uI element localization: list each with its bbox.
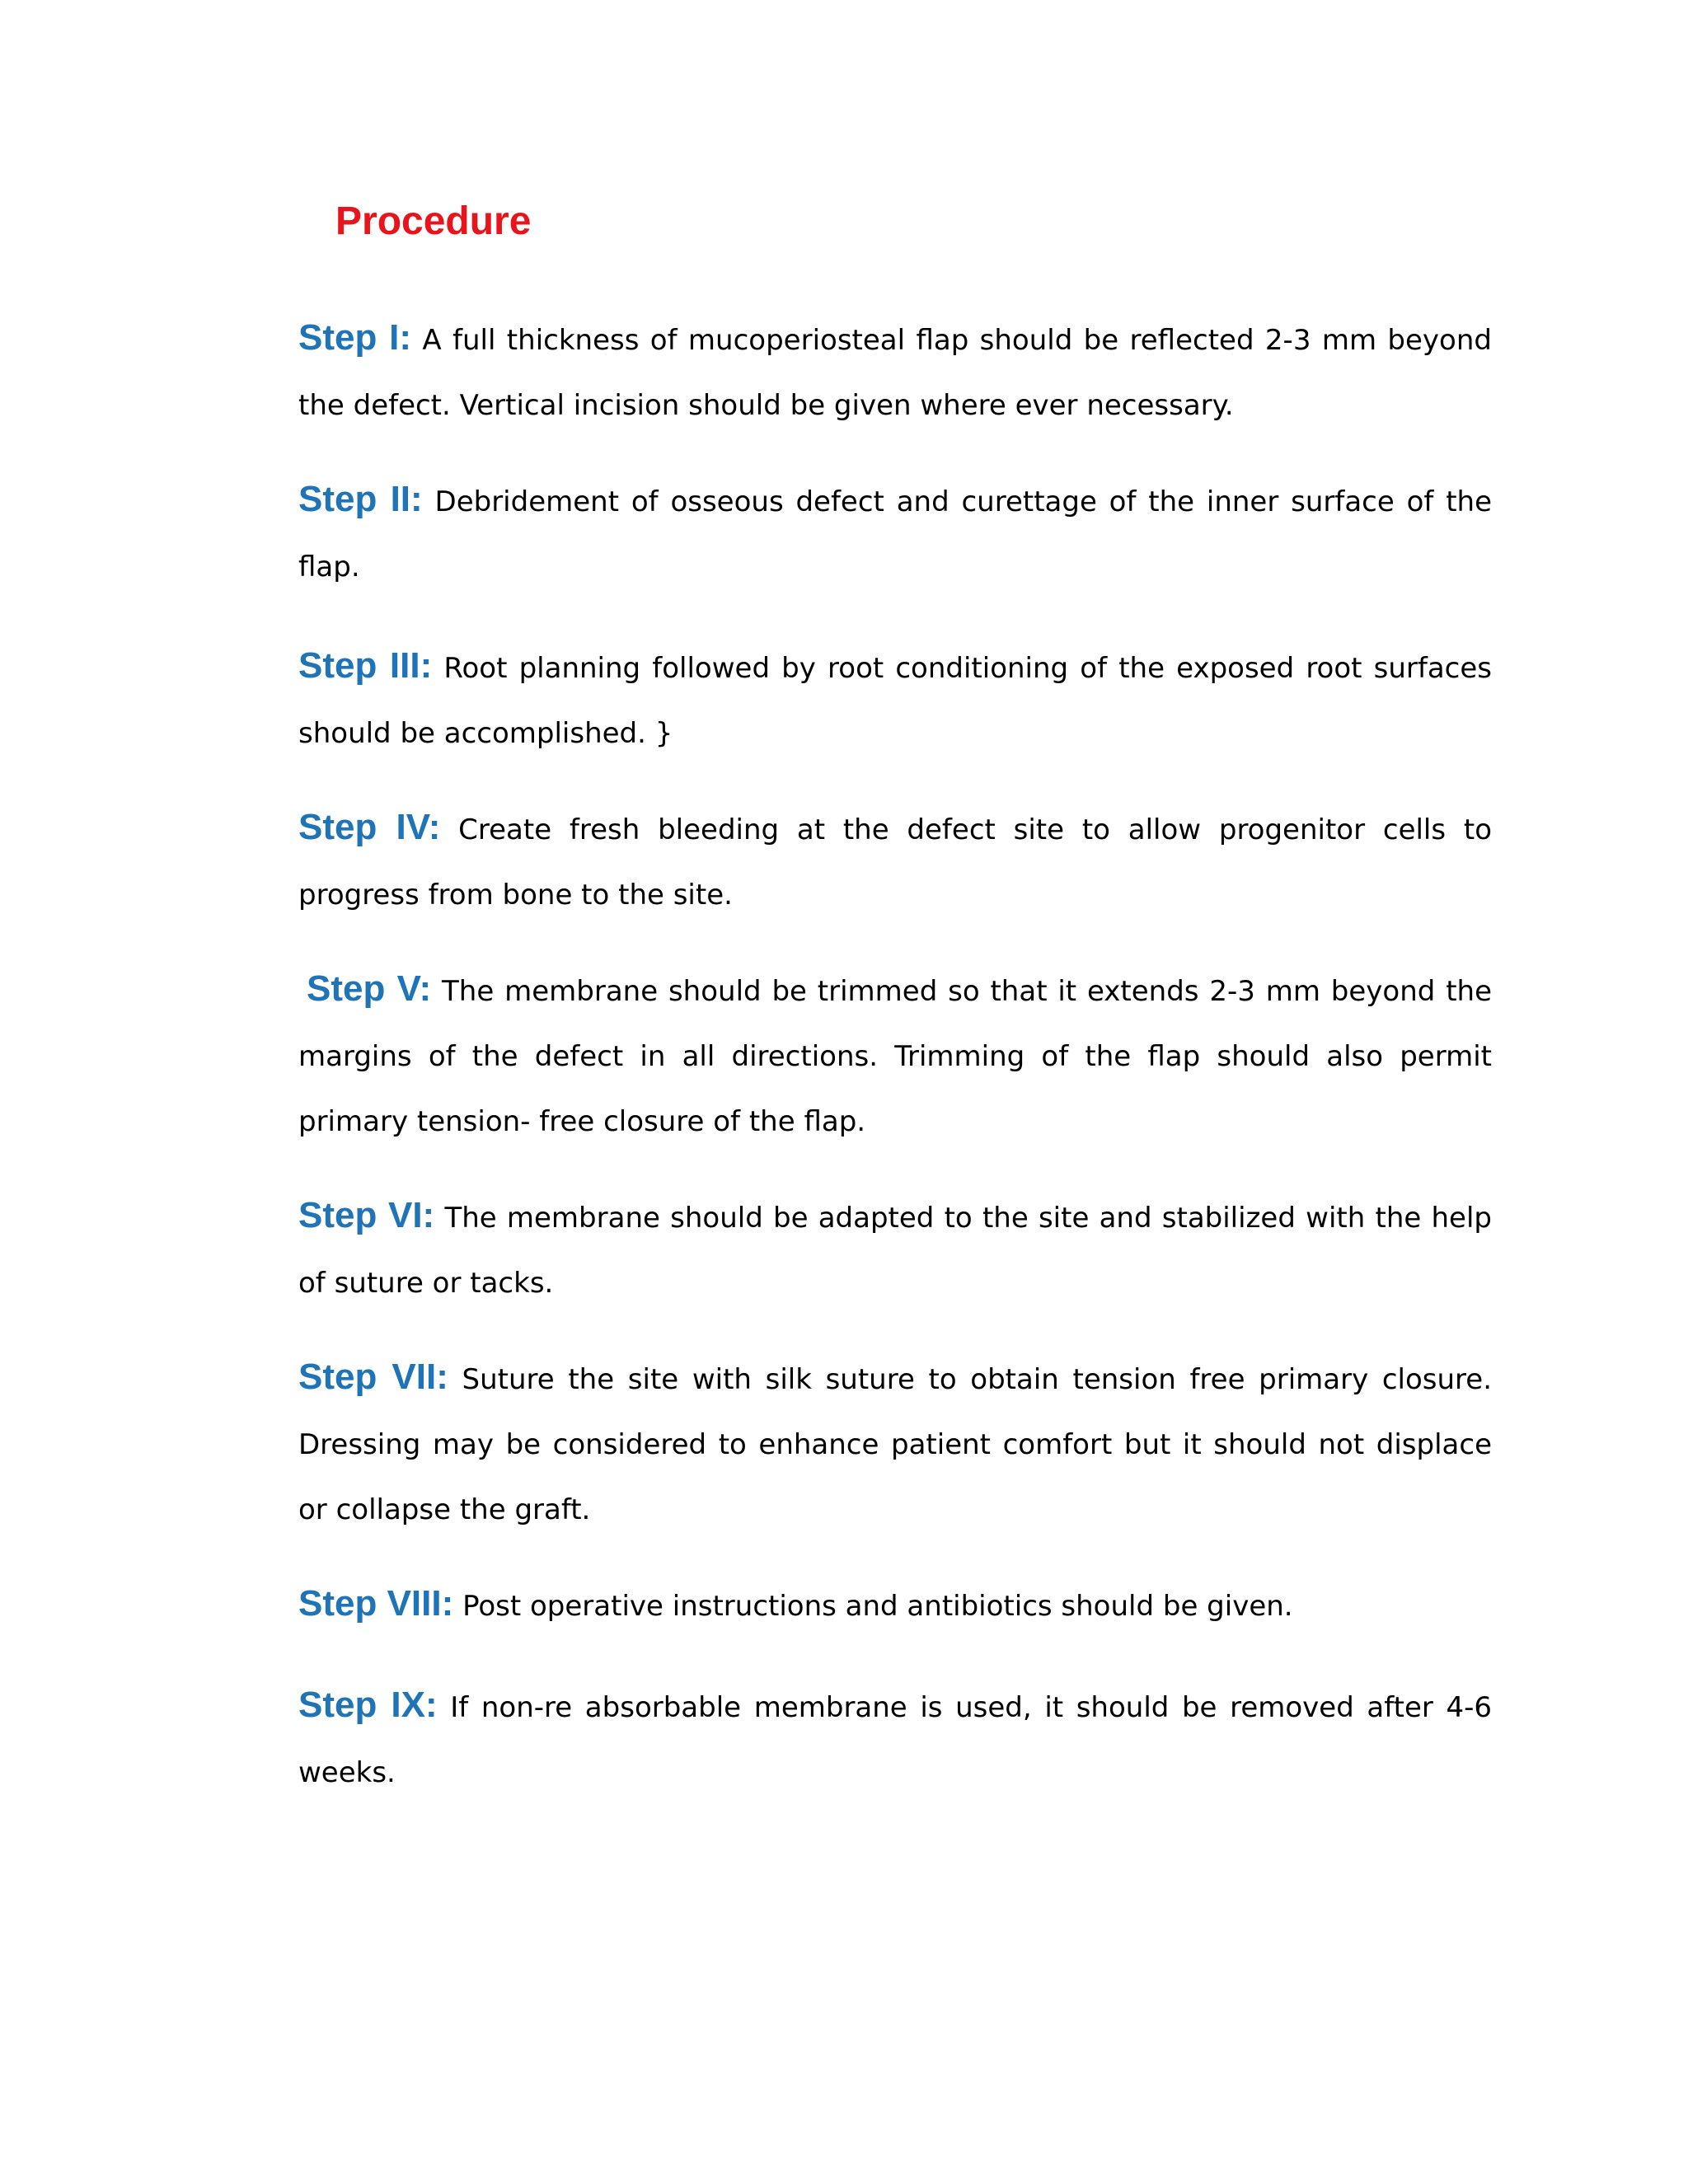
step-2 bbox=[298, 466, 1492, 600]
procedure-heading: Procedure bbox=[335, 199, 532, 243]
step-1 bbox=[298, 305, 1492, 438]
step-label: Step IX: bbox=[298, 1685, 438, 1725]
step-label: Step V: bbox=[307, 968, 432, 1009]
step-4 bbox=[298, 794, 1492, 928]
step-label: Step VII: bbox=[298, 1357, 448, 1397]
step-9 bbox=[298, 1672, 1492, 1806]
step-label: Step VI: bbox=[298, 1195, 435, 1235]
step-text: Debridement of osseous defect and curettage of the inner surface of the flap. bbox=[298, 485, 1492, 583]
step-text: Suture the site with silk suture to obtain tension free primary closure. Dressing may be considered to enhance patient comfort but it should not displace or collapse the graft. bbox=[298, 1363, 1493, 1526]
step-text: Root planning followed by root conditioning of the exposed root surfaces should be accomplished. } bbox=[298, 652, 1493, 750]
step-label: Step III: bbox=[298, 645, 433, 686]
step-label: Step II: bbox=[298, 479, 423, 519]
step-6 bbox=[298, 1183, 1492, 1316]
step-text: The membrane should be trimmed so that it extends 2-3 mm beyond the margins of the defect in all directions. Trimming of the flap should also permit primary tension- free closure of the flap. bbox=[298, 975, 1492, 1138]
step-7 bbox=[298, 1344, 1492, 1543]
step-text: A full thickness of mucoperiosteal flap should be reflected 2-3 mm beyond the defect. Vertical incision should be given where ever necessary. bbox=[298, 324, 1492, 422]
step-label: Step IV: bbox=[298, 807, 441, 847]
step-text: The membrane should be adapted to the site and stabilized with the help of suture or tacks. bbox=[298, 1202, 1492, 1300]
step-3 bbox=[298, 633, 1492, 766]
step-text: Create fresh bleeding at the defect site to allow progenitor cells to progress from bone to the site. bbox=[298, 813, 1493, 912]
step-8 bbox=[298, 1571, 1492, 1639]
step-label: Step I: bbox=[298, 317, 412, 358]
step-text: If non-re absorbable membrane is used, it should be removed after 4-6 weeks. bbox=[298, 1691, 1493, 1789]
step-5 bbox=[298, 956, 1492, 1155]
step-label: Step VIII: bbox=[298, 1583, 454, 1624]
step-text: Post operative instructions and antibiotics should be given. bbox=[462, 1590, 1293, 1623]
procedure-steps bbox=[298, 305, 1492, 1806]
